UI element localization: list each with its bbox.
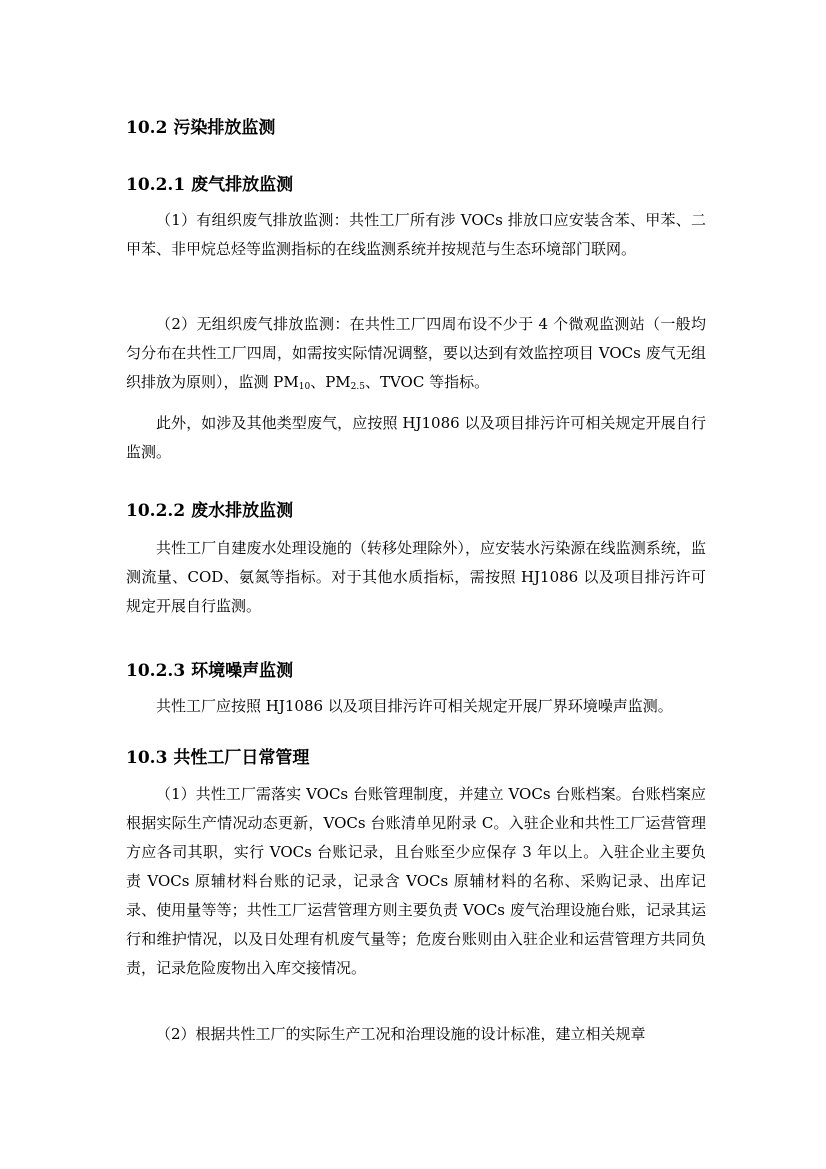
paragraph-noise-monitoring: 共性工厂应按照 HJ1086 以及项目排污许可相关规定开展厂界环境噪声监测。 — [156, 697, 673, 715]
heading-10-3: 10.3 共性工厂日常管理 — [126, 748, 310, 768]
heading-10-2-2: 10.2.2 废水排放监测 — [126, 501, 294, 521]
heading-10-2-3: 10.2.3 环境噪声监测 — [126, 661, 294, 681]
paragraph-organized-exhaust-monitoring: （1）有组织废气排放监测：共性工厂所有涉 VOCs 排放口应安装含苯、甲苯、二甲苯、非甲烷总烃等监测指标的在线监测系统并按规范与生态环境部门联网。 — [126, 211, 706, 258]
heading-10-2: 10.2 污染排放监测 — [126, 118, 276, 138]
paragraph-wastewater-monitoring: 共性工厂自建废水处理设施的（转移处理除外），应安装水污染源在线监测系统，监测流量、COD、氨氮等指标。对于其他水质指标，需按照 HJ1086 以及项目排污许可规定开展自行监测。 — [126, 539, 706, 615]
paragraph-unorganized-exhaust-monitoring — [126, 310, 706, 397]
text-fragment: 、TVOC 等指标。 — [364, 373, 490, 391]
heading-10-2-1: 10.2.1 废气排放监测 — [126, 175, 294, 195]
paragraph-other-exhaust: 此外，如涉及其他类型废气，应按照 HJ1086 以及项目排污许可相关规定开展自行监测。 — [126, 414, 706, 461]
subscript-pm10: 10 — [298, 382, 311, 392]
subscript-pm25: 2.5 — [350, 382, 365, 392]
text-fragment: （2）无组织废气排放监测：在共性工厂四周布设不少于 4 个微观监测站（一般均匀分布在共性工厂四周，如需按实际情况调整，要以达到有效监控项目 VOCs 废气无组织排放为原则），监测 PM — [126, 315, 706, 391]
paragraph-vocs-ledger-management: （1）共性工厂需落实 VOCs 台账管理制度，并建立 VOCs 台账档案。台账档案应根据实际生产情况动态更新，VOCs 台账清单见附录 C。入驻企业和共性工厂运营管理方应各司其职，实行 VOCs 台账记录，且台账至少应保存 3 年以上。入驻企业主要负责 VOCs 原辅材料台账的记录，记录含 VOCs 原辅材料的名称、采购记录、出库记录、使用量等等；共性工厂运营管理方则主要负责 VOCs 废气治理设施台账，记录其运行和维护情况，以及日处理有机废气量等；危废台账则由入驻企业和运营管理方共同负责，记录危险废物出入库交接情况。 — [126, 785, 706, 977]
paragraph-rules-regulations: （2）根据共性工厂的实际生产工况和治理设施的设计标准，建立相关规章 — [156, 1025, 646, 1043]
text-fragment: 、PM — [310, 373, 351, 391]
